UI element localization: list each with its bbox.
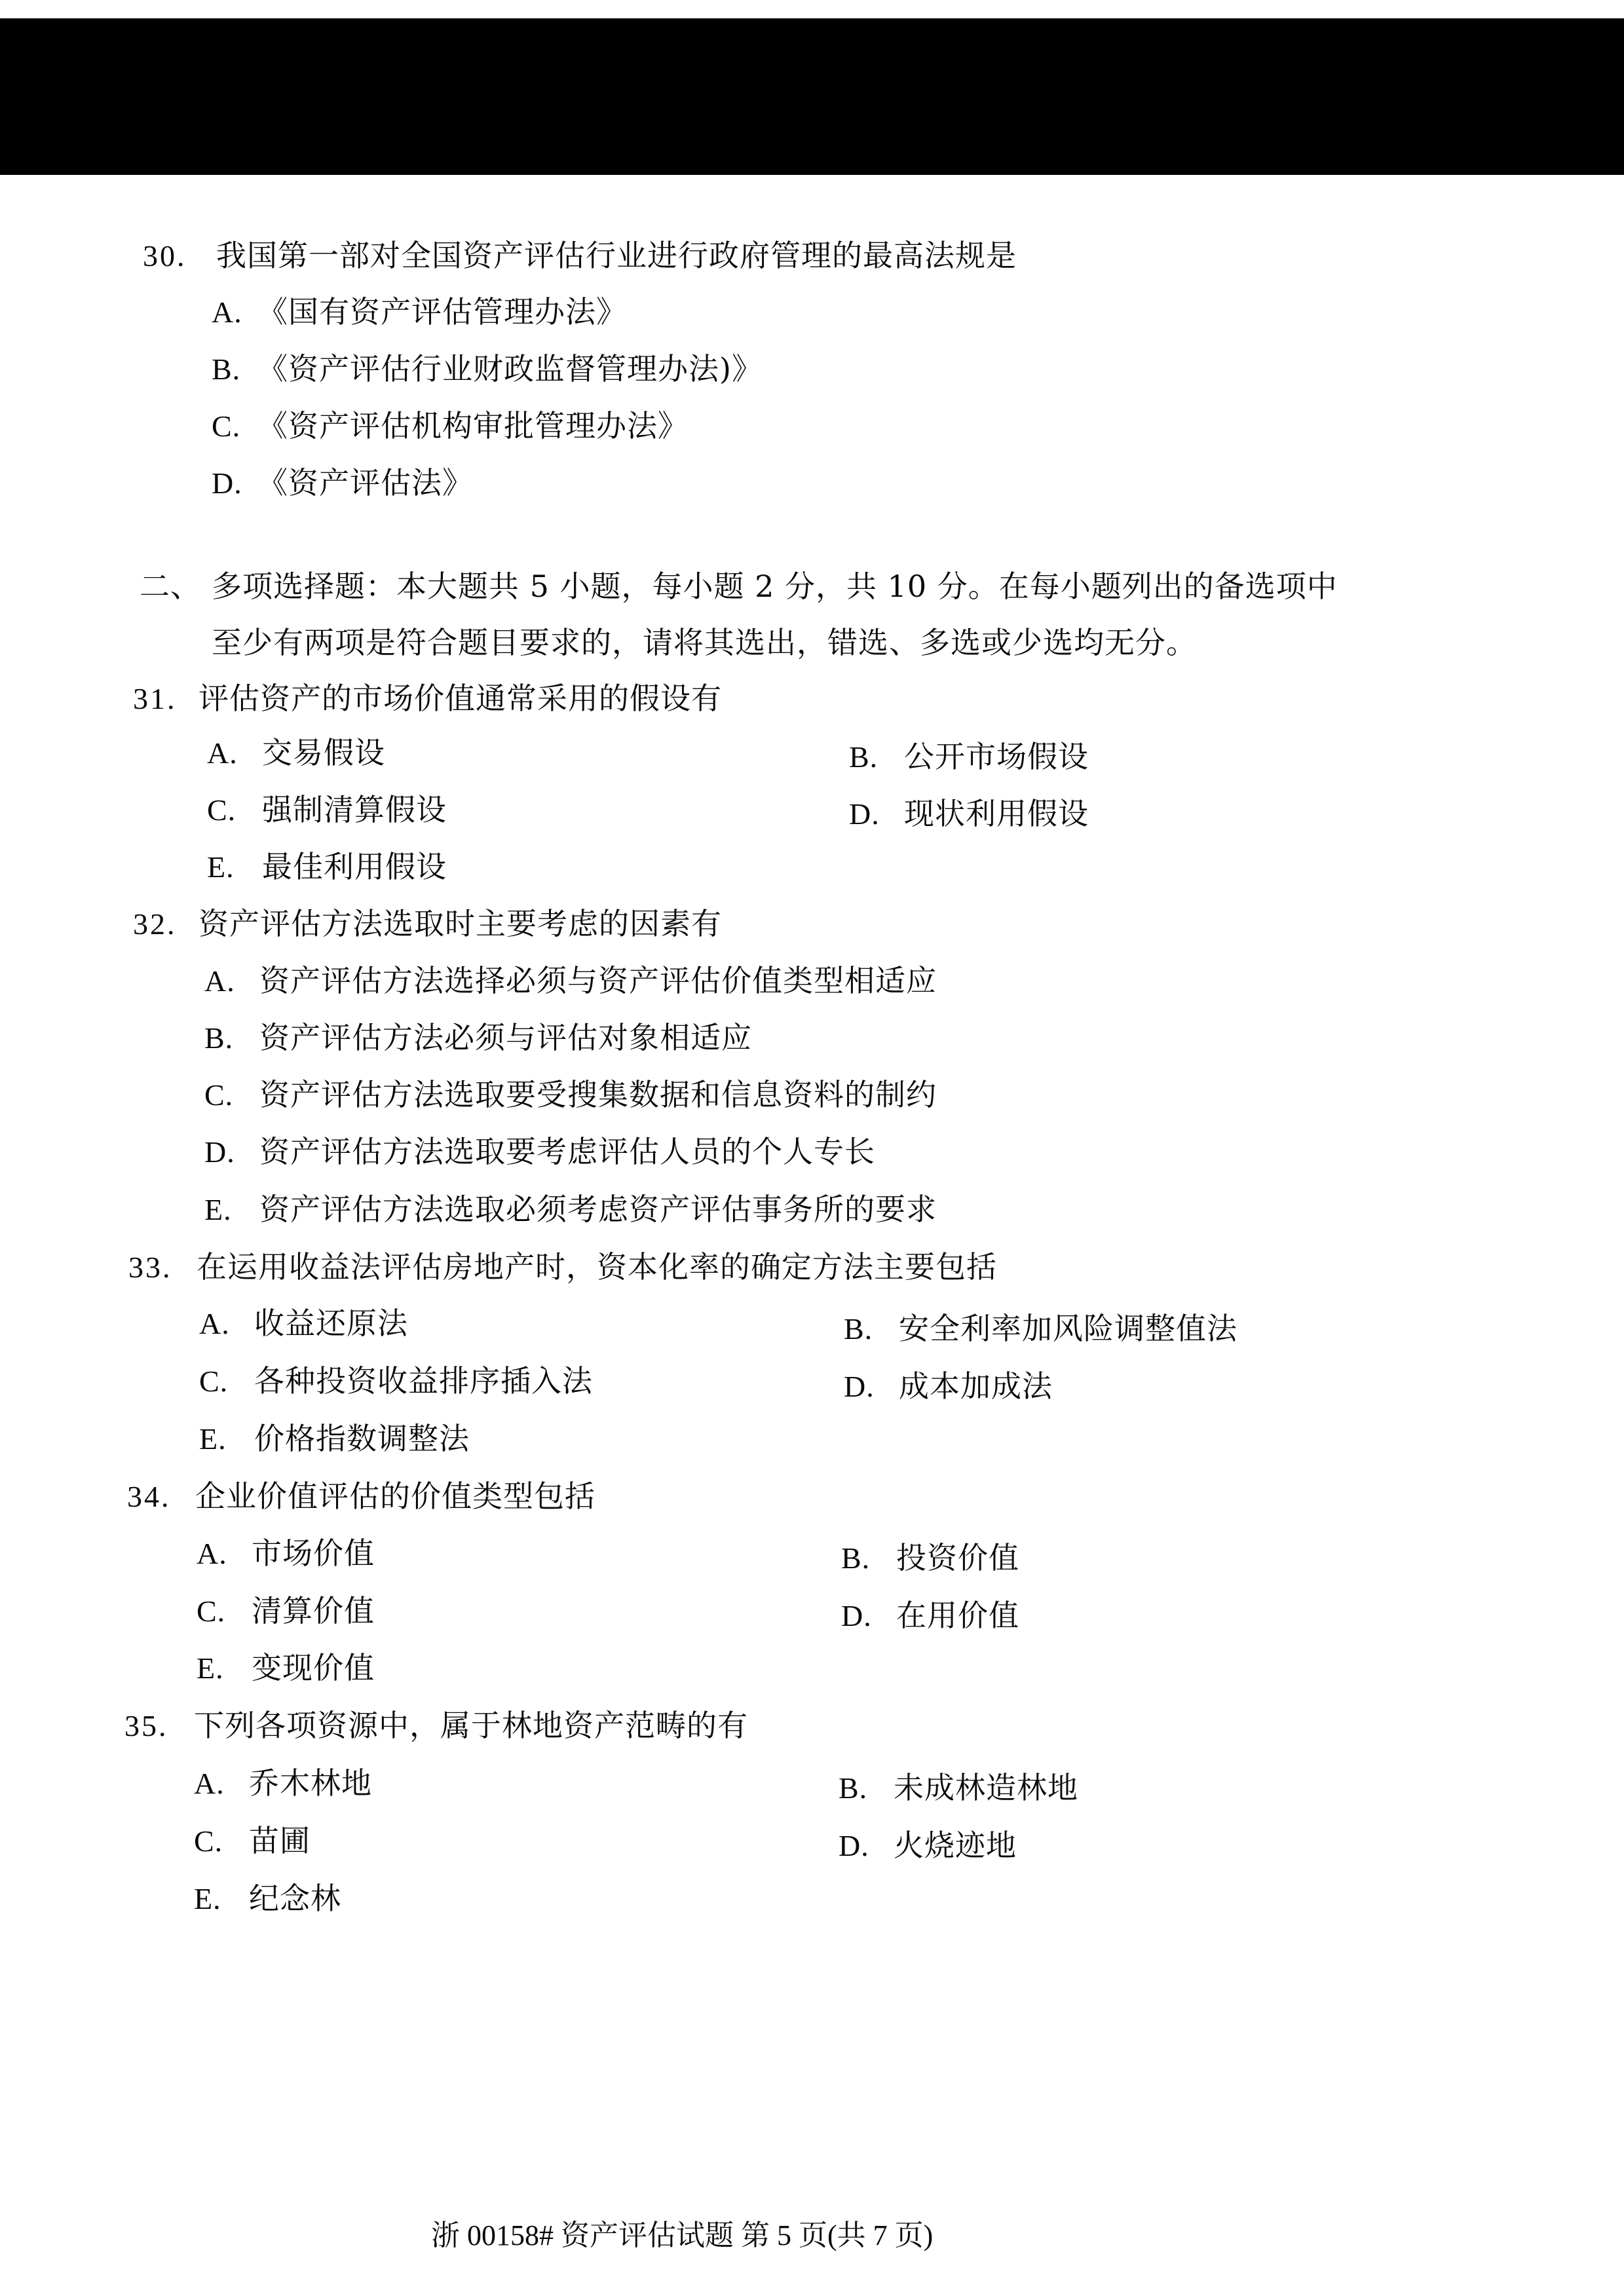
option-text: 资产评估方法选取必须考虑资产评估事务所的要求 — [259, 1192, 937, 1227]
question-stem-text: 在运用收益法评估房地产时，资本化率的确定方法主要包括 — [197, 1249, 997, 1285]
question-number: 31. — [133, 682, 177, 715]
question-32-option-d — [204, 1133, 875, 1171]
option-text: 安全利率加风险调整值法 — [899, 1311, 1237, 1346]
option-label: A. — [194, 1767, 225, 1800]
option-label: E. — [204, 1193, 232, 1226]
question-33-option-c — [199, 1363, 593, 1400]
option-text: 强制清算假设 — [262, 792, 447, 827]
page-footer: 浙 00158# 资产评估试题 第 5 页(共 7 页) — [431, 2219, 934, 2251]
question-31-option-e — [207, 848, 447, 886]
redaction-bar — [0, 18, 1624, 175]
option-text: 收益还原法 — [254, 1306, 408, 1341]
option-text: 投资价值 — [896, 1540, 1019, 1575]
option-label: C. — [197, 1594, 226, 1628]
question-35-option-d — [839, 1827, 1017, 1864]
section-instructions-line1: 多项选择题：本大题共 5 小题，每小题 2 分，共 10 分。在每小题列出的备选项中 — [212, 569, 1338, 604]
question-number: 32. — [133, 907, 177, 941]
question-35-stem — [124, 1707, 748, 1744]
question-number: 35. — [124, 1709, 168, 1742]
section-2-heading-line2 — [212, 624, 1197, 661]
question-34-option-c — [197, 1592, 375, 1630]
question-34-option-d — [841, 1597, 1019, 1634]
question-30-option-a — [212, 293, 627, 331]
option-label: B. — [839, 1771, 868, 1805]
option-text: 《资产评估行业财政监督管理办法)》 — [257, 351, 763, 386]
question-32-option-a — [204, 962, 937, 1000]
option-label: C. — [194, 1824, 223, 1858]
question-30-option-b — [212, 350, 763, 388]
option-label: C. — [204, 1078, 234, 1112]
question-stem-text: 下列各项资源中，属于林地资产范畴的有 — [194, 1708, 748, 1743]
option-text: 交易假设 — [262, 735, 385, 770]
question-stem-text: 我国第一部对全国资产评估行业进行政府管理的最高法规是 — [216, 238, 1017, 273]
option-label: D. — [204, 1135, 235, 1169]
option-text: 苗圃 — [249, 1823, 311, 1858]
option-label: D. — [841, 1599, 872, 1632]
question-31-option-d — [849, 795, 1089, 833]
question-stem-text: 评估资产的市场价值通常采用的假设有 — [198, 681, 722, 716]
question-31-option-b — [849, 738, 1089, 776]
option-label: A. — [204, 964, 235, 998]
section-2-heading — [140, 568, 1338, 605]
question-30-stem — [143, 237, 1017, 274]
question-34-option-e — [197, 1649, 375, 1687]
option-label: A. — [207, 736, 238, 770]
question-35-option-b — [839, 1769, 1078, 1807]
question-stem-text: 资产评估方法选取时主要考虑的因素有 — [198, 906, 722, 941]
option-text: 资产评估方法选取要受搜集数据和信息资料的制约 — [259, 1077, 937, 1112]
option-label: C. — [207, 793, 236, 827]
question-32-option-e — [204, 1191, 937, 1228]
option-text: 《资产评估法》 — [257, 465, 473, 500]
question-33-option-a — [199, 1305, 408, 1342]
option-text: 火烧迹地 — [894, 1828, 1017, 1863]
question-34-stem — [127, 1478, 595, 1515]
option-text: 清算价值 — [252, 1593, 375, 1628]
question-34-option-b — [841, 1539, 1019, 1577]
option-text: 《资产评估机构审批管理办法》 — [257, 408, 689, 443]
option-label: A. — [212, 295, 242, 329]
option-label: B. — [212, 352, 241, 386]
question-stem-text: 企业价值评估的价值类型包括 — [195, 1478, 595, 1514]
option-label: B. — [204, 1021, 234, 1055]
option-label: E. — [199, 1422, 227, 1456]
question-31-stem — [133, 680, 722, 717]
question-number: 30. — [143, 239, 187, 273]
question-32-option-b — [204, 1019, 752, 1057]
question-31-option-c — [207, 791, 447, 829]
question-number: 33. — [128, 1251, 172, 1284]
option-label: E. — [197, 1651, 224, 1685]
question-30-option-c — [212, 407, 689, 445]
question-33-option-b — [844, 1310, 1237, 1347]
option-label: B. — [849, 740, 878, 774]
question-34-option-a — [197, 1535, 375, 1572]
option-label: E. — [194, 1882, 221, 1915]
option-text: 各种投资收益排序插入法 — [254, 1363, 593, 1399]
option-label: D. — [849, 797, 880, 831]
option-label: B. — [841, 1541, 871, 1575]
option-text: 价格指数调整法 — [254, 1421, 470, 1456]
option-label: A. — [199, 1307, 230, 1340]
option-text: 在用价值 — [896, 1598, 1019, 1633]
question-number: 34. — [127, 1480, 171, 1513]
option-text: 资产评估方法选择必须与资产评估价值类型相适应 — [259, 963, 937, 998]
section-instructions-line2: 至少有两项是符合题目要求的，请将其选出，错选、多选或少选均无分。 — [212, 625, 1197, 660]
question-32-option-c — [204, 1076, 937, 1114]
option-label: C. — [199, 1364, 229, 1398]
option-text: 纪念林 — [249, 1881, 341, 1916]
option-label: A. — [197, 1537, 227, 1570]
question-33-option-e — [199, 1420, 470, 1458]
question-33-stem — [128, 1249, 997, 1286]
question-31-option-a — [207, 734, 385, 772]
section-number: 二、 — [140, 569, 201, 604]
option-text: 变现价值 — [252, 1650, 375, 1685]
option-label: C. — [212, 409, 241, 443]
option-text: 乔木林地 — [249, 1765, 372, 1801]
question-30-option-d — [212, 464, 473, 502]
option-text: 成本加成法 — [899, 1368, 1053, 1404]
option-label: B. — [844, 1312, 873, 1346]
question-35-option-a — [194, 1765, 372, 1802]
question-35-option-c — [194, 1822, 311, 1860]
option-label: D. — [212, 466, 242, 500]
option-label: D. — [839, 1829, 869, 1862]
question-33-option-d — [844, 1368, 1053, 1405]
option-text: 资产评估方法必须与评估对象相适应 — [259, 1020, 752, 1055]
option-text: 《国有资产评估管理办法》 — [257, 294, 627, 329]
question-35-option-e — [194, 1880, 341, 1917]
option-text: 未成林造林地 — [894, 1770, 1078, 1805]
option-text: 资产评估方法选取要考虑评估人员的个人专长 — [259, 1134, 875, 1169]
option-text: 最佳利用假设 — [262, 849, 447, 884]
option-text: 市场价值 — [252, 1535, 375, 1571]
question-32-stem — [133, 905, 722, 943]
option-label: D. — [844, 1370, 875, 1403]
option-text: 现状利用假设 — [904, 796, 1089, 831]
option-label: E. — [207, 850, 235, 884]
option-text: 公开市场假设 — [904, 739, 1089, 774]
